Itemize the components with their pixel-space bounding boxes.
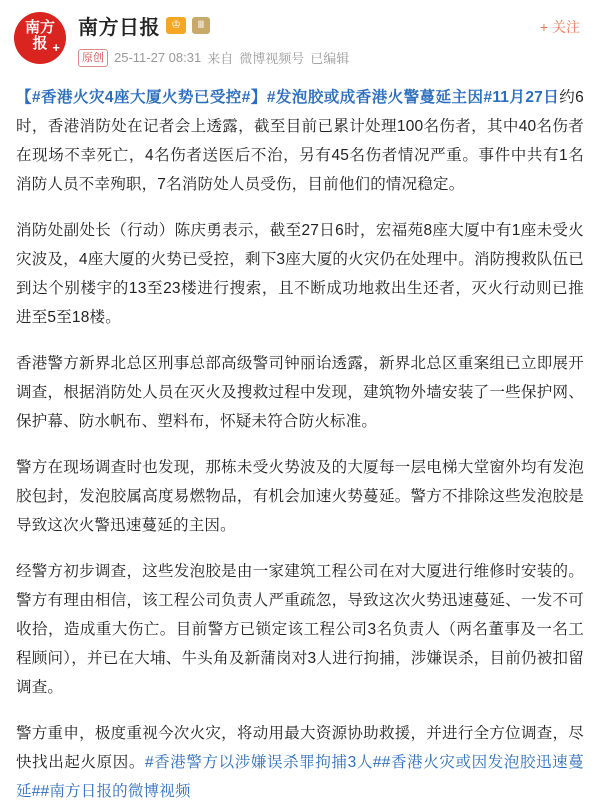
source-prefix: 来自 bbox=[207, 51, 234, 66]
topic-link[interactable]: 11月27日 bbox=[492, 89, 560, 106]
account-name-row bbox=[78, 12, 534, 38]
topic-link[interactable]: 【#香港火灾4座大厦火势已受控#】 bbox=[16, 89, 267, 106]
paragraph-text: 香港警方新界北总区刑事总部高级警司钟丽诒透露，新界北总区重案组已立即展开调查，根据消防处人员在灭火及搜救过程中发现，建筑物外墙安装了一些保护网、保护幕、防水帆布、塑料布，怀疑未符合防火标准。 bbox=[16, 355, 584, 430]
post-meta-row bbox=[78, 48, 534, 67]
paragraph-text: 约6时，香港消防处在记者会上透露，截至目前已累计处理100名伤者，其中40名伤者在现场不幸死亡，4名伤者送医后不治，另有45名伤者情况严重。事件中共有1名消防人员不幸殉职，7名消防处人员受伤，目前他们的情况稳定。 bbox=[16, 89, 585, 193]
paragraph bbox=[16, 719, 584, 806]
header-info bbox=[66, 12, 534, 67]
topic-link[interactable]: #南方日报的微博视频 bbox=[40, 783, 191, 800]
original-badge: 原创 bbox=[78, 49, 108, 67]
paragraph-text: 消防处副处长（行动）陈庆勇表示，截至27日6时，宏福苑8座大厦中有1座未受火灾波及，4座大厦的火势已受控，剩下3座大厦的火灾仍在处理中。消防搜救队伍已到达个别楼宇的13至23楼进行搜索，且不断成功地救出生还者，灭火行动则已推进至5至18楼。 bbox=[16, 222, 584, 326]
paragraph bbox=[16, 83, 584, 199]
account-name[interactable]: 南方日报 bbox=[78, 16, 160, 39]
paragraph bbox=[16, 453, 584, 540]
paragraph bbox=[16, 349, 584, 436]
paragraph-text: 警方重申，极度重视今次火灾，将动用最大资源协助救援，并进行全方位调查，尽快找出起火原因。 bbox=[16, 725, 584, 771]
topic-link[interactable]: #香港火灾或因发泡胶迅速蔓延# bbox=[16, 754, 584, 800]
post-timestamp: 25-11-27 08:31 bbox=[114, 50, 202, 65]
paragraph bbox=[16, 216, 584, 332]
post-source[interactable]: 微博视频号 bbox=[239, 51, 305, 66]
avatar[interactable] bbox=[14, 12, 66, 64]
paragraph-text: 经警方初步调查，这些发泡胶是由一家建筑工程公司在对大厦进行维修时安装的。警方有理由相信，该工程公司负责人严重疏忽，导致这次火势迅速蔓延、一发不可收拾，造成重大伤亡。目前警方已锁定该工程公司3名负责人（两名董事及一名工程顾问），并已在大埔、牛头角及新蒲岗对3人进行拘捕，涉嫌误杀，目前仍被扣留调查。 bbox=[16, 563, 584, 696]
avatar-plus-mark: + bbox=[52, 40, 60, 55]
edited-flag: 已编辑 bbox=[310, 51, 350, 66]
topic-link[interactable]: #发泡胶或成香港火警蔓延主因# bbox=[266, 89, 493, 106]
post-header bbox=[0, 0, 600, 67]
paragraph bbox=[16, 557, 584, 702]
post-content bbox=[0, 67, 600, 806]
paragraph-text: 警方在现场调查时也发现，那栋未受火势波及的大厦每一层电梯大堂窗外均有发泡胶包封，发泡胶属高度易燃物品，有机会加速火势蔓延。警方不排除这些发泡胶是导致这次火警迅速蔓延的主因。 bbox=[16, 459, 584, 534]
topic-link[interactable]: #香港警方以涉嫌误杀罪拘捕3人# bbox=[144, 754, 382, 771]
member-level-icon: Ⅲ bbox=[192, 17, 210, 34]
avatar-logo-text: 南方 报 bbox=[24, 19, 55, 52]
crown-icon: ♔ bbox=[166, 17, 186, 34]
follow-button[interactable]: + 关注 bbox=[534, 16, 586, 38]
